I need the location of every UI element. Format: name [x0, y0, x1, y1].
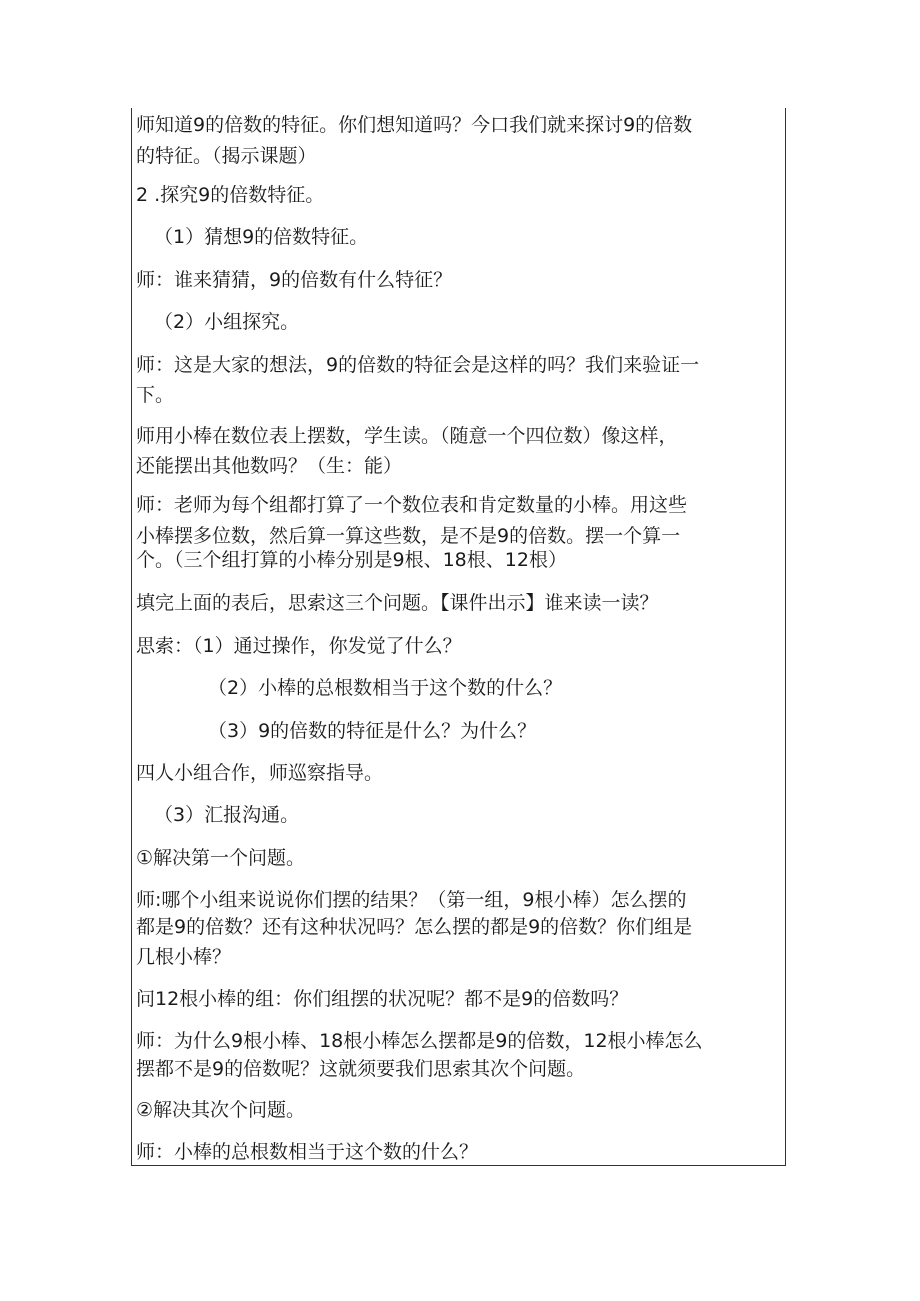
text-line: 小棒摆多位数，然后算一算这些数，是不是9的倍数。摆一个算一 — [136, 525, 681, 547]
text-line: 的特征。（揭示课题） — [136, 145, 317, 167]
text-line: 填完上面的表后，思索这三个问题。【课件出示】谁来读一读？ — [136, 592, 659, 614]
text-line: （3）9的倍数的特征是什么？为什么？ — [208, 720, 537, 742]
text-line: （3）汇报沟通。 — [154, 804, 300, 826]
text-line: 摆都不是9的倍数呢？这就须要我们思索其次个问题。 — [136, 1058, 586, 1080]
text-line: ①解决第一个问题。 — [136, 847, 306, 869]
text-line: 都是9的倍数？还有这种状况吗？怎么摆的都是9的倍数？你们组是 — [136, 916, 693, 938]
text-line: 个。（三个组打算的小棒分别是9根、18根、12根） — [136, 549, 567, 571]
text-line: 师：这是大家的想法，9的倍数的特征会是这样的吗？我们来验证一 — [136, 354, 700, 376]
text-line: （1）猜想9的倍数特征。 — [154, 226, 369, 248]
text-line: 几根小棒？ — [136, 946, 232, 968]
text-line: （2）小棒的总根数相当于这个数的什么？ — [208, 677, 563, 699]
text-line: 师知道9的倍数的特征。你们想知道吗？今口我们就来探讨9的倍数 — [136, 114, 693, 136]
text-line: ②解决其次个问题。 — [136, 1099, 306, 1121]
text-line: 下。 — [136, 384, 175, 406]
text-line: 还能摆出其他数吗？（生：能） — [136, 455, 403, 477]
text-line: （2）小组探究。 — [154, 311, 300, 333]
text-line: 问12根小棒的组：你们组摆的状况呢？都不是9的倍数吗？ — [136, 988, 629, 1010]
text-line: 师：老师为每个组都打算了一个数位表和肯定数量的小棒。用这些 — [136, 494, 688, 516]
text-line: 师：为什么9根小棒、18根小棒怎么摆都是9的倍数，12根小棒怎么 — [136, 1030, 703, 1052]
text-line: 师：小棒的总根数相当于这个数的什么？ — [136, 1141, 479, 1163]
text-line: 思索：（1）通过操作，你发觉了什么？ — [136, 635, 462, 657]
text-line: 师：谁来猜猜，9的倍数有什么特征？ — [136, 269, 453, 291]
text-line: 2 .探究9的倍数特征。 — [136, 184, 325, 206]
text-line: 四人小组合作，师巡察指导。 — [136, 762, 384, 784]
text-line: 师:哪个小组来说说你们摆的结果？（第一组，9根小棒）怎么摆的 — [136, 889, 687, 911]
text-line: 师用小棒在数位表上摆数，学生读。（随意一个四位数）像这样， — [136, 425, 678, 447]
